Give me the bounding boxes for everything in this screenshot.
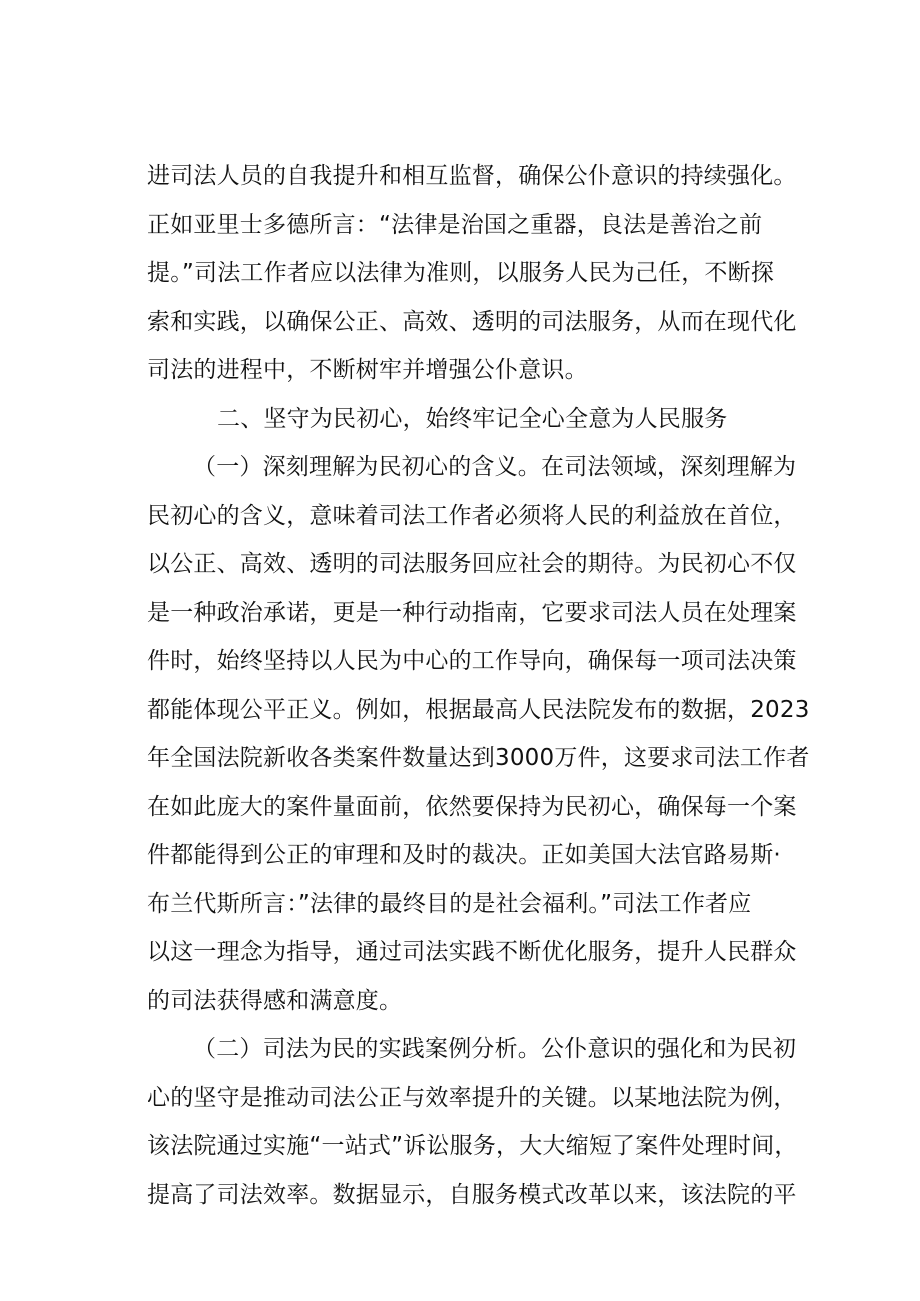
text-line: 的司法获得感和满意度。 [147,987,403,1014]
text-line: 以这一理念为指导，通过司法实践不断优化服务，提升人民群众 [147,939,797,965]
text-line: 布兰代斯所言：”法律的最终目的是社会福利。”司法工作者应 [147,890,752,917]
text-line: 件时，始终坚持以人民为中心的工作导向，确保每一项司法决策 [147,648,797,674]
text-line: 心的坚守是推动司法公正与效率提升的关键。以某地法院为例， [147,1084,797,1111]
text-line: 是一种政治承诺，更是一种行动指南，它要求司法人员在处理案 [147,599,797,626]
text-line: 在如此庞大的案件量面前，依然要保持为民初心，确保每一个案 [147,793,797,820]
text-line: 件都能得到公正的审理和及时的裁决。正如美国大法官路易斯· [147,842,781,868]
section-heading: 二、坚守为民初心，始终牢记全心全意为人民服务 [217,405,728,432]
text-line: 都能体现公平正义。例如，根据最高人民法院发布的数据，2023 [147,696,810,723]
text-line: 提。”司法工作者应以法律为准则，以服务人民为己任，不断探 [147,260,775,286]
text-line: 年全国法院新收各类案件数量达到3000万件，这要求司法工作者 [147,745,810,771]
text-line: 提高了司法效率。数据显示，自服务模式改革以来，该法院的平 [147,1181,797,1208]
text-line: 该法院通过实施“一站式”诉讼服务，大大缩短了案件处理时间， [147,1133,798,1159]
text-line: 索和实践，以确保公正、高效、透明的司法服务，从而在现代化 [147,308,797,335]
text-line: 正如亚里士多德所言：“法律是治国之重器，良法是善治之前 [147,211,763,238]
document-body [147,152,810,1219]
text-line: 以公正、高效、透明的司法服务回应社会的期待。为民初心不仅 [147,551,797,577]
subsection-heading-line: （一）深刻理解为民初心的含义。在司法领域，深刻理解为 [193,454,797,480]
text-line: 民初心的含义，意味着司法工作者必须将人民的利益放在首位， [147,502,797,529]
text-line: 进司法人员的自我提升和相互监督，确保公仆意识的持续强化。 [147,163,797,189]
text-line: 司法的进程中，不断树牢并增强公仆意识。 [147,357,588,383]
subsection-heading-line: （二）司法为民的实践案例分析。公仆意识的强化和为民初 [193,1036,797,1062]
